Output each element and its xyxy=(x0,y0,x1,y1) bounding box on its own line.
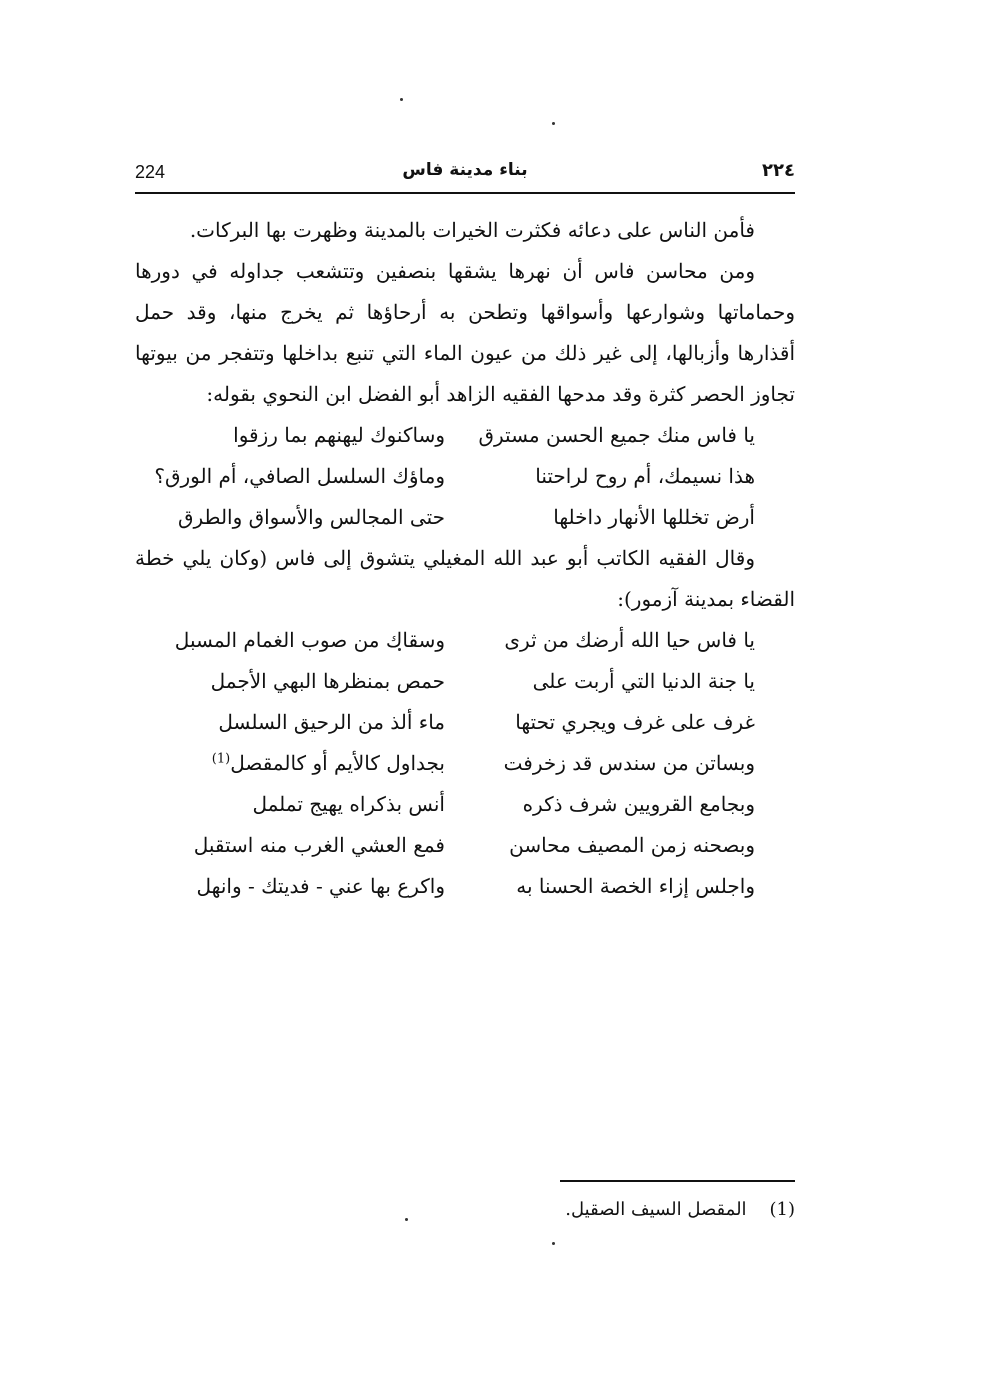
first-hemistich: واجلس إزاء الخصة الحسنا به xyxy=(516,874,755,898)
page-number-arabic: ٢٢٤ xyxy=(762,160,795,181)
first-hemistich: أرض تخللها الأنهار داخلها xyxy=(553,505,755,529)
verse-line xyxy=(135,702,795,743)
header-rule xyxy=(135,192,795,194)
verse-line xyxy=(135,661,795,702)
poem-ibn-al-nahwi xyxy=(135,415,795,538)
paragraph-maghili: وقال الفقيه الكاتب أبو عبد الله المغيلي يتشوق إلى فاس (وكان يلي خطة القضاء بمدينة آزمور): xyxy=(135,546,795,611)
poem-maghili xyxy=(135,620,795,907)
page-body xyxy=(135,210,795,907)
first-hemistich: يا فاس حيا الله أرضك من ثرى xyxy=(504,628,755,652)
page-number-latin: 224 xyxy=(135,162,166,182)
second-hemistich: وماؤك السلسل الصافي، أم الورق؟ xyxy=(154,464,445,488)
first-hemistich: وبصحنه زمن المصيف محاسن xyxy=(509,833,755,857)
first-hemistich: يا فاس منك جميع الحسن مسترق xyxy=(478,423,755,447)
paragraph-closing: فأمن الناس على دعائه فكثرت الخيرات بالمدينة وظهرت بها البركات. xyxy=(189,218,755,242)
second-hemistich xyxy=(175,743,445,784)
verse-line xyxy=(135,825,795,866)
first-hemistich: وبساتن من سندس قد زخرفت xyxy=(503,751,755,775)
first-hemistich: يا جنة الدنيا التي أربت على xyxy=(532,669,755,693)
first-hemistich: وبجامع القرويين شرف ذكره xyxy=(522,792,755,816)
paragraph-river: ومن محاسن فاس أن نهرها يشقها بنصفين وتتشعب جداوله في دورها وحماماتها وشوارعها وأسواقها وتطحن به أرحاؤها ثم يخرج منها، وقد حمل أقذارها وأزبالها، إلى غير ذلك من عيون الماء التي تنبع بداخلها وتتفجر من بيوتها تجاوز الحصر كثرة وقد مدحها الفقيه الزاهد أبو الفضل ابن النحوي بقوله: xyxy=(135,259,795,406)
verse-line xyxy=(135,743,795,784)
first-hemistich: هذا نسيمك، أم روح لراحتنا xyxy=(535,464,755,488)
scan-speck xyxy=(552,122,555,125)
footnote-marker: (1) xyxy=(769,1199,795,1220)
footnote-reference: (1) xyxy=(211,751,231,767)
scan-speck xyxy=(552,1242,555,1245)
scan-speck xyxy=(400,98,403,101)
second-hemistich: واكرع بها عني - فديتك - وانهل xyxy=(196,874,445,898)
second-hemistich: أنس بذكراه يهيج تململ xyxy=(252,792,445,816)
verse-line xyxy=(135,415,795,456)
second-hemistich: وساكنوك ليهنهم بما رزقوا xyxy=(233,423,445,447)
footnote xyxy=(135,1195,795,1225)
second-hemistich: فمع العشي الغرب منه استقبل xyxy=(193,833,445,857)
second-hemistich: حمص بمنظرها البهي الأجمل xyxy=(210,669,445,693)
second-hemistich: حتى المجالس والأسواق والطرق xyxy=(177,505,445,529)
footnote-text: المقصل السيف الصقيل. xyxy=(565,1199,747,1220)
verse-line xyxy=(135,620,795,661)
verse-line xyxy=(135,866,795,907)
verse-line xyxy=(135,456,795,497)
verse-line xyxy=(135,784,795,825)
second-hemistich: وسقاك من صوب الغمام المسبل xyxy=(174,628,445,652)
running-title: بناء مدينة فاس xyxy=(402,160,528,180)
page-header xyxy=(135,158,795,190)
first-hemistich: غرف على غرف ويجري تحتها xyxy=(515,710,755,734)
second-hemistich: ماء ألذ من الرحيق السلسل xyxy=(218,710,445,734)
footnote-rule xyxy=(560,1180,795,1182)
verse-line xyxy=(135,497,795,538)
hemistich-text: بجداول كالأيم أو كالمقصل xyxy=(230,751,445,775)
